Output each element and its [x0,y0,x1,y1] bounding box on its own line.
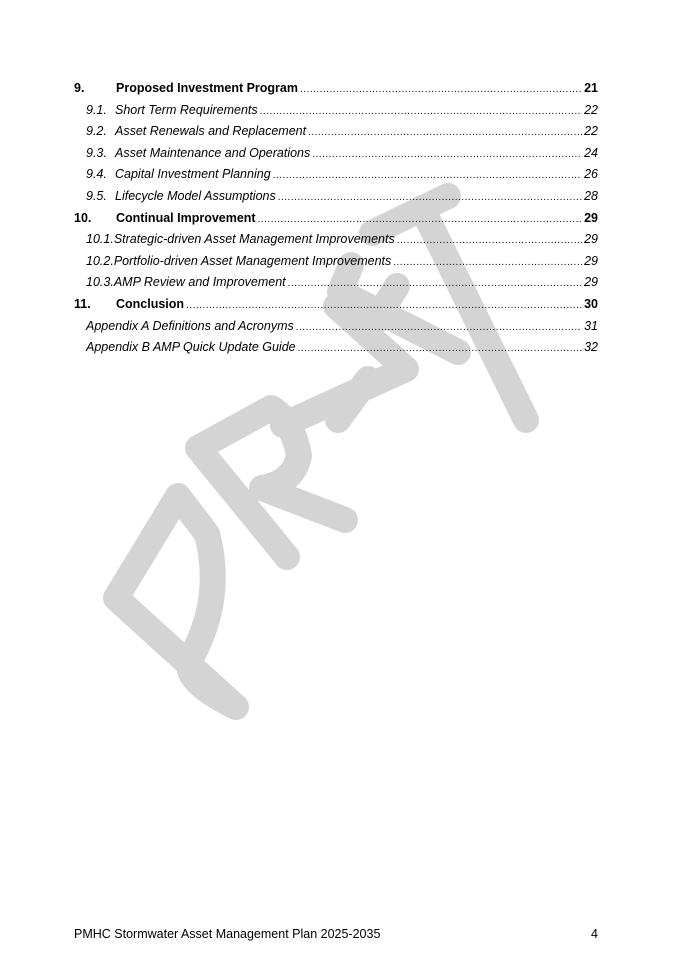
toc-entry-title: Appendix B AMP Quick Update Guide [86,340,296,355]
toc-entry-page: 22 [584,124,598,139]
footer-document-title: PMHC Stormwater Asset Management Plan 2025-2035 [74,927,381,941]
toc-entry-title: Continual Improvement [116,210,256,225]
toc-dot-leader [273,165,582,187]
toc-entry-number: 9.1. [86,102,107,117]
toc-entry-title: Proposed Investment Program [116,81,298,95]
toc-dot-leader [308,122,582,144]
toc-entry-title: Appendix A Definitions and Acronyms [86,318,294,333]
toc-entry-title: AMP Review and Improvement [113,275,286,290]
table-of-contents [74,78,598,359]
toc-dot-leader [186,295,582,317]
toc-entry-9-2[interactable] [74,121,598,143]
toc-entry-page: 29 [584,210,598,225]
page-footer [74,924,598,944]
watermark-letter-r [198,408,345,557]
toc-entry-page: 21 [584,81,598,95]
toc-entry-9-4[interactable] [74,164,598,186]
toc-entry-page: 29 [584,275,598,290]
toc-entry-appendix-a[interactable] [74,316,598,338]
toc-entry-10-2[interactable] [74,251,598,273]
toc-entry-title: Conclusion [116,296,185,311]
toc-entry-page: 24 [584,145,598,160]
toc-entry-10-3[interactable] [74,272,598,294]
toc-entry-title: Capital Investment Planning [115,167,271,182]
toc-entry-page: 29 [584,253,598,268]
toc-entry-page: 31 [584,318,598,333]
toc-dot-leader [258,209,583,231]
toc-entry-number: 9.4. [86,167,107,182]
toc-dot-leader [397,230,582,252]
toc-entry-10-1[interactable] [74,229,598,251]
toc-entry-appendix-b[interactable] [74,337,598,359]
toc-entry-title: Lifecycle Model Assumptions [115,188,276,203]
toc-entry-9-3[interactable] [74,143,598,165]
footer-page-number: 4 [591,927,598,941]
toc-entry-9[interactable] [74,78,598,100]
toc-entry-number: 10.2. [86,253,114,268]
toc-entry-9-5[interactable] [74,186,598,208]
toc-dot-leader [300,79,582,101]
toc-dot-leader [260,101,582,123]
toc-entry-title: Short Term Requirements [115,102,258,117]
toc-entry-title: Asset Maintenance and Operations [115,145,311,160]
toc-entry-title: Strategic-driven Asset Management Improvements [113,232,395,247]
watermark-letter-d [116,496,236,707]
toc-dot-leader [296,317,582,339]
toc-entry-9-1[interactable] [74,100,598,122]
toc-entry-number: 10.1. [86,232,114,247]
toc-entry-number: 9.2. [86,124,107,139]
toc-entry-page: 29 [584,232,598,247]
toc-entry-number: 9.5. [86,188,107,203]
toc-entry-page: 30 [584,296,598,311]
toc-dot-leader [312,144,582,166]
toc-entry-title: Asset Renewals and Replacement [115,124,307,139]
toc-dot-leader [298,338,582,360]
toc-entry-number: 9.3. [86,145,107,160]
toc-entry-11[interactable] [74,294,598,316]
toc-entry-number: 10.3. [86,275,114,290]
toc-entry-page: 22 [584,102,598,117]
toc-entry-number: 11. [74,296,91,311]
toc-entry-page: 32 [584,340,598,355]
toc-entry-page: 28 [584,188,598,203]
toc-entry-10[interactable] [74,208,598,230]
toc-entry-number: 9. [74,81,85,95]
toc-dot-leader [288,273,582,295]
toc-entry-page: 26 [584,167,598,182]
toc-entry-title: Portfolio-driven Asset Management Improvements [113,253,392,268]
toc-entry-number: 10. [74,210,92,225]
toc-dot-leader [393,252,582,274]
toc-dot-leader [278,187,582,209]
